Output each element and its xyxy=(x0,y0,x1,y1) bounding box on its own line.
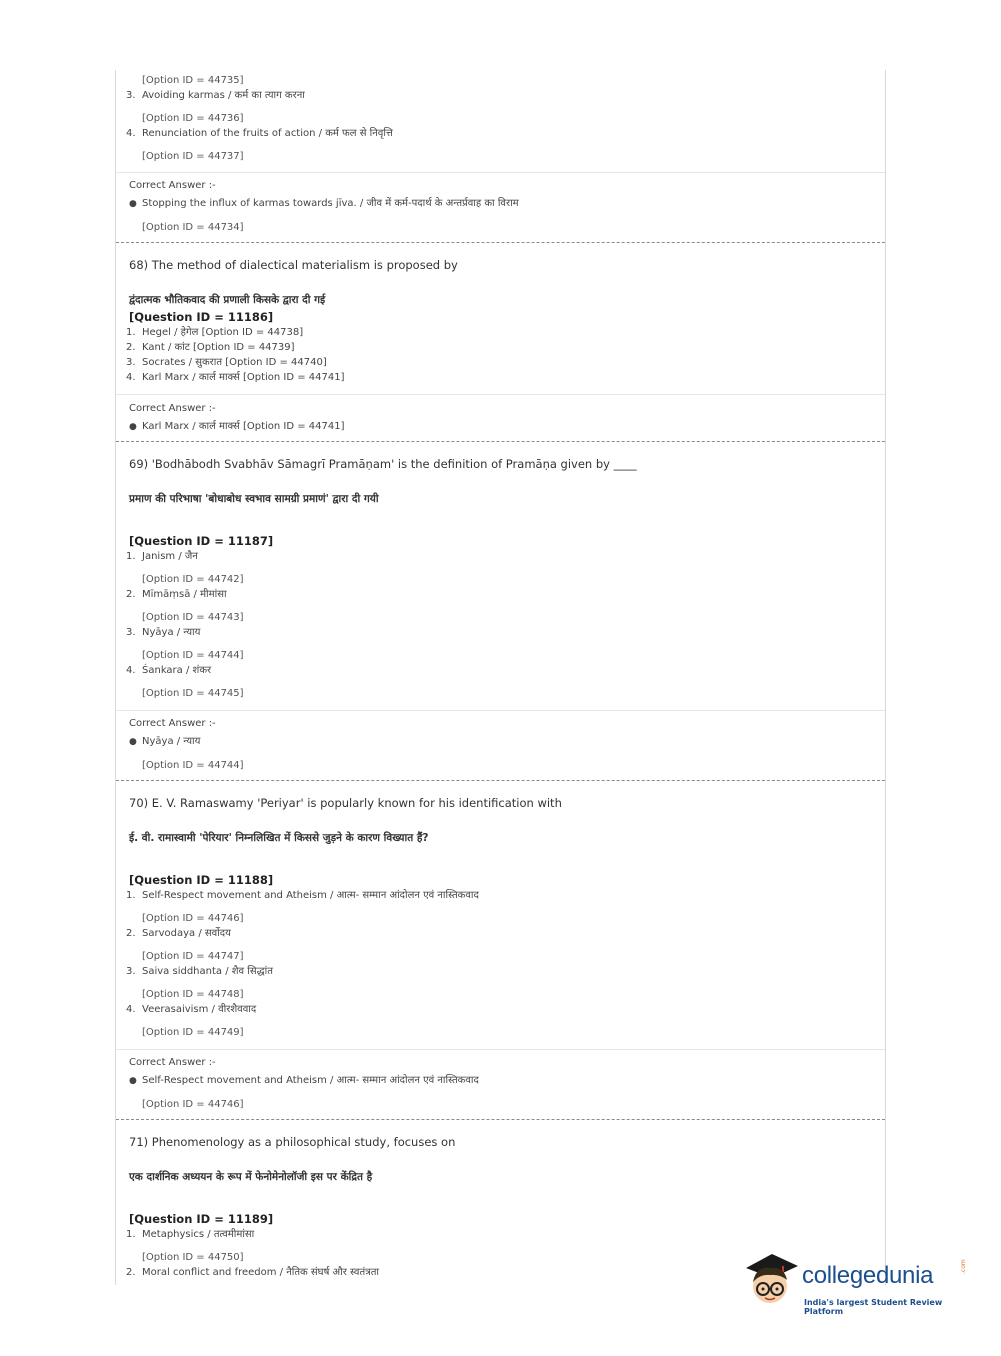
option-id: [Option ID = 44742] xyxy=(142,574,244,585)
question-hindi: ई. वी. रामास्वामी 'पेरियार' निम्नलिखित में किससे जुड़ने के कारण विख्यात हैं? xyxy=(129,832,429,844)
bullet-icon: ● xyxy=(129,1076,137,1086)
option-id: [Option ID = 44737] xyxy=(142,151,244,162)
question-id: [Question ID = 11189] xyxy=(129,1212,274,1226)
prev-question-options xyxy=(116,70,885,172)
option: 1. Janism / जैन xyxy=(126,551,198,562)
option: 1. Hegel / हेगेल [Option ID = 44738] xyxy=(126,327,304,338)
option: 4. Karl Marx / कार्ल मार्क्स [Option ID = 44741] xyxy=(126,372,345,383)
option-id: [Option ID = 44748] xyxy=(142,989,244,1000)
option: 1. Metaphysics / तत्वमीमांसा xyxy=(126,1229,255,1240)
correct-option-id: [Option ID = 44746] xyxy=(142,1099,244,1110)
option-id: [Option ID = 44736] xyxy=(142,113,244,124)
option-id: [Option ID = 44746] xyxy=(142,913,244,924)
option: 2. Mīmāṃsā / मीमांसा xyxy=(126,589,227,600)
option-id: [Option ID = 44735] xyxy=(142,75,244,86)
question-hindi: एक दार्शनिक अध्ययन के रूप में फेनोमेनोलॉजी इस पर केंद्रित है xyxy=(129,1171,373,1183)
question-id: [Question ID = 11186] xyxy=(129,310,274,324)
logo-suffix: .com xyxy=(960,1259,967,1274)
correct-answer: ● Stopping the influx of karmas towards jīva. / जीव में कर्म-पदार्थ के अन्तर्प्रवाह का विराम xyxy=(126,196,875,212)
correct-answer-label: Correct Answer :- xyxy=(129,718,216,729)
logo-tagline: India's largest Student Review Platform xyxy=(804,1298,943,1316)
option-id: [Option ID = 44745] xyxy=(142,688,244,699)
correct-option-id: [Option ID = 44744] xyxy=(142,760,244,771)
q70-correct-answer xyxy=(116,1049,885,1120)
question-70 xyxy=(116,781,885,1049)
q69-correct-answer xyxy=(116,710,885,781)
collegedunia-logo xyxy=(742,1248,972,1318)
question-hindi: द्वंदात्मक भौतिकवाद की प्रणाली किसके द्वारा दी गई xyxy=(129,294,326,306)
question-id: [Question ID = 11187] xyxy=(129,534,274,548)
option: 4. Veerasaivism / वीरशैववाद xyxy=(126,1004,257,1015)
correct-answer: ● Nyāya / न्याय xyxy=(126,734,875,750)
option-id: [Option ID = 44749] xyxy=(142,1027,244,1038)
question-68 xyxy=(116,243,885,394)
question-title: 71) Phenomenology as a philosophical study, focuses on xyxy=(129,1135,456,1149)
question-title: 69) 'Bodhābodh Svabhāv Sāmagrī Pramāṇam' is the definition of Pramāṇa given by ____ xyxy=(129,457,637,471)
option: 4. Renunciation of the fruits of action / कर्म फल से निवृत्ति xyxy=(126,128,393,139)
option: 4. Śankara / शंकर xyxy=(126,665,212,676)
option-id: [Option ID = 44747] xyxy=(142,951,244,962)
option-id: [Option ID = 44744] xyxy=(142,650,244,661)
option: 3. Avoiding karmas / कर्म का त्याग करना xyxy=(126,90,305,101)
bullet-icon: ● xyxy=(129,737,137,747)
question-id: [Question ID = 11188] xyxy=(129,873,274,887)
question-hindi: प्रमाण की परिभाषा 'बोधाबोध स्वभाव सामग्री प्रमाणं' द्वारा दी गयी xyxy=(129,493,379,505)
question-title: 70) E. V. Ramaswamy 'Periyar' is popularly known for his identification with xyxy=(129,796,562,810)
correct-answer-label: Correct Answer :- xyxy=(129,180,216,191)
question-69 xyxy=(116,442,885,710)
option-id: [Option ID = 44750] xyxy=(142,1252,244,1263)
correct-option-id: [Option ID = 44734] xyxy=(142,222,244,233)
logo-wordmark: collegedunia xyxy=(802,1262,934,1289)
correct-answer-label: Correct Answer :- xyxy=(129,403,216,414)
prev-correct-answer xyxy=(116,172,885,243)
option: 3. Saiva siddhanta / शैव सिद्धांत xyxy=(126,966,273,977)
option: 2. Moral conflict and freedom / नैतिक संघर्ष और स्वतंत्रता xyxy=(126,1267,379,1278)
option: 3. Socrates / सुकरात [Option ID = 44740] xyxy=(126,357,327,368)
option-id: [Option ID = 44743] xyxy=(142,612,244,623)
correct-answer-label: Correct Answer :- xyxy=(129,1057,216,1068)
exam-page xyxy=(115,70,886,1285)
bullet-icon: ● xyxy=(129,422,137,432)
option: 2. Kant / कांट [Option ID = 44739] xyxy=(126,342,295,353)
correct-answer: ● Karl Marx / कार्ल मार्क्स [Option ID = 44741] xyxy=(126,419,875,435)
mascot-icon xyxy=(742,1248,802,1314)
q68-correct-answer xyxy=(116,394,885,442)
option: 2. Sarvodaya / सर्वोदय xyxy=(126,928,231,939)
bullet-icon: ● xyxy=(129,199,137,209)
option: 1. Self-Respect movement and Atheism / आत्म- सम्मान आंदोलन एवं नास्तिकवाद xyxy=(126,890,479,901)
option: 3. Nyāya / न्याय xyxy=(126,627,201,638)
correct-answer: ● Self-Respect movement and Atheism / आत्म- सम्मान आंदोलन एवं नास्तिकवाद xyxy=(126,1073,875,1089)
question-title: 68) The method of dialectical materialism is proposed by xyxy=(129,258,458,272)
